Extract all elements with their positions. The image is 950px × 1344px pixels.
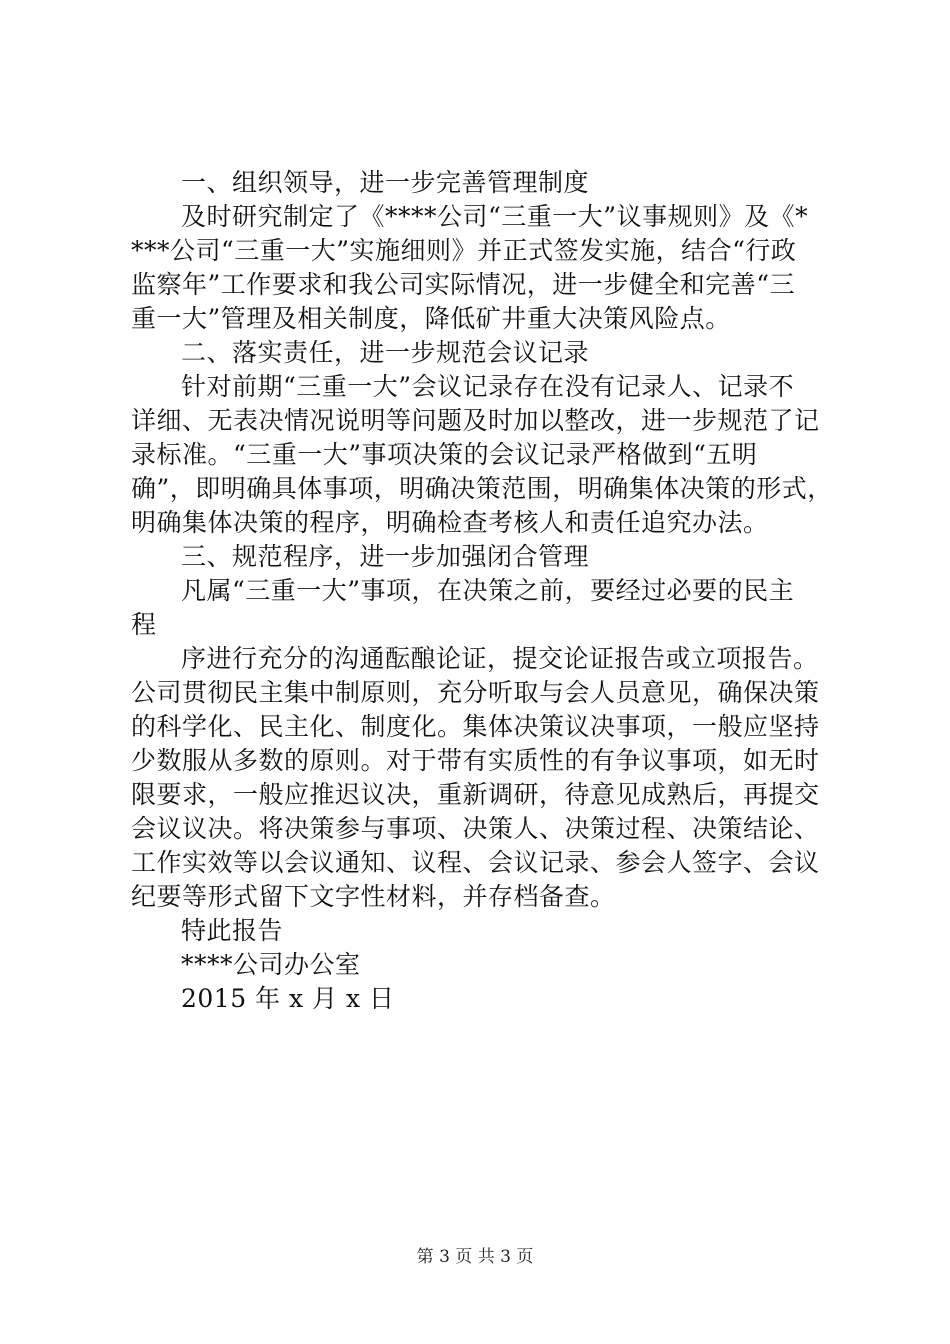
page-footer: 第 3 页 共 3 页 <box>416 1247 534 1267</box>
text-line: 监察年”工作要求和我公司实际情况，进一步健全和完善“三 <box>131 270 796 299</box>
text-line: 限要求，一般应推迟议决，重新调研，待意见成熟后，再提交 <box>131 780 820 809</box>
document-body <box>131 166 831 1016</box>
text-line: 确”，即明确具体事项，明确决策范围，明确集体决策的形式， <box>131 474 833 503</box>
text-line: 一、组织领导，进一步完善管理制度 <box>181 168 590 197</box>
text-line: 重一大”管理及相关制度，降低矿井重大决策风险点。 <box>131 304 731 333</box>
text-line: 特此报告 <box>181 916 284 945</box>
text-line: 会议议决。将决策参与事项、决策人、决策过程、决策结论、 <box>131 814 820 843</box>
text-line: 少数服从多数的原则。对于带有实质性的有争议事项，如无时 <box>131 746 820 775</box>
text-line: 序进行充分的沟通酝酿论证，提交论证报告或立项报告。 <box>181 644 819 673</box>
text-line: 录标准。“三重一大”事项决策的会议记录严格做到“五明 <box>131 440 758 469</box>
text-line: 三、规范程序，进一步加强闭合管理 <box>181 542 590 571</box>
text-line: ***公司“三重一大”实施细则》并正式签发实施，结合“行政 <box>131 236 797 265</box>
text-line: ****公司办公室 <box>181 950 361 979</box>
text-line: 程 <box>131 610 157 639</box>
text-line: 详细、无表决情况说明等问题及时加以整改，进一步规范了记 <box>131 406 820 435</box>
text-line: 2015 年 x 月 x 日 <box>181 984 395 1013</box>
text-line: 工作实效等以会议通知、议程、会议记录、参会人签字、会议 <box>131 848 820 877</box>
text-line: 凡属“三重一大”事项，在决策之前，要经过必要的民主 <box>181 576 795 605</box>
text-line: 的科学化、民主化、制度化。集体决策议决事项，一般应坚持 <box>131 712 820 741</box>
text-line: 明确集体决策的程序，明确检查考核人和责任追究办法。 <box>131 508 769 537</box>
text-line: 针对前期“三重一大”会议记录存在没有记录人、记录不 <box>181 372 795 401</box>
text-line: 纪要等形式留下文字性材料，并存档备查。 <box>131 882 616 911</box>
text-line: 及时研究制定了《****公司“三重一大”议事规则》及《* <box>181 202 809 231</box>
text-line: 二、落实责任，进一步规范会议记录 <box>181 338 590 367</box>
text-line: 公司贯彻民主集中制原则，充分听取与会人员意见，确保决策 <box>131 678 820 707</box>
